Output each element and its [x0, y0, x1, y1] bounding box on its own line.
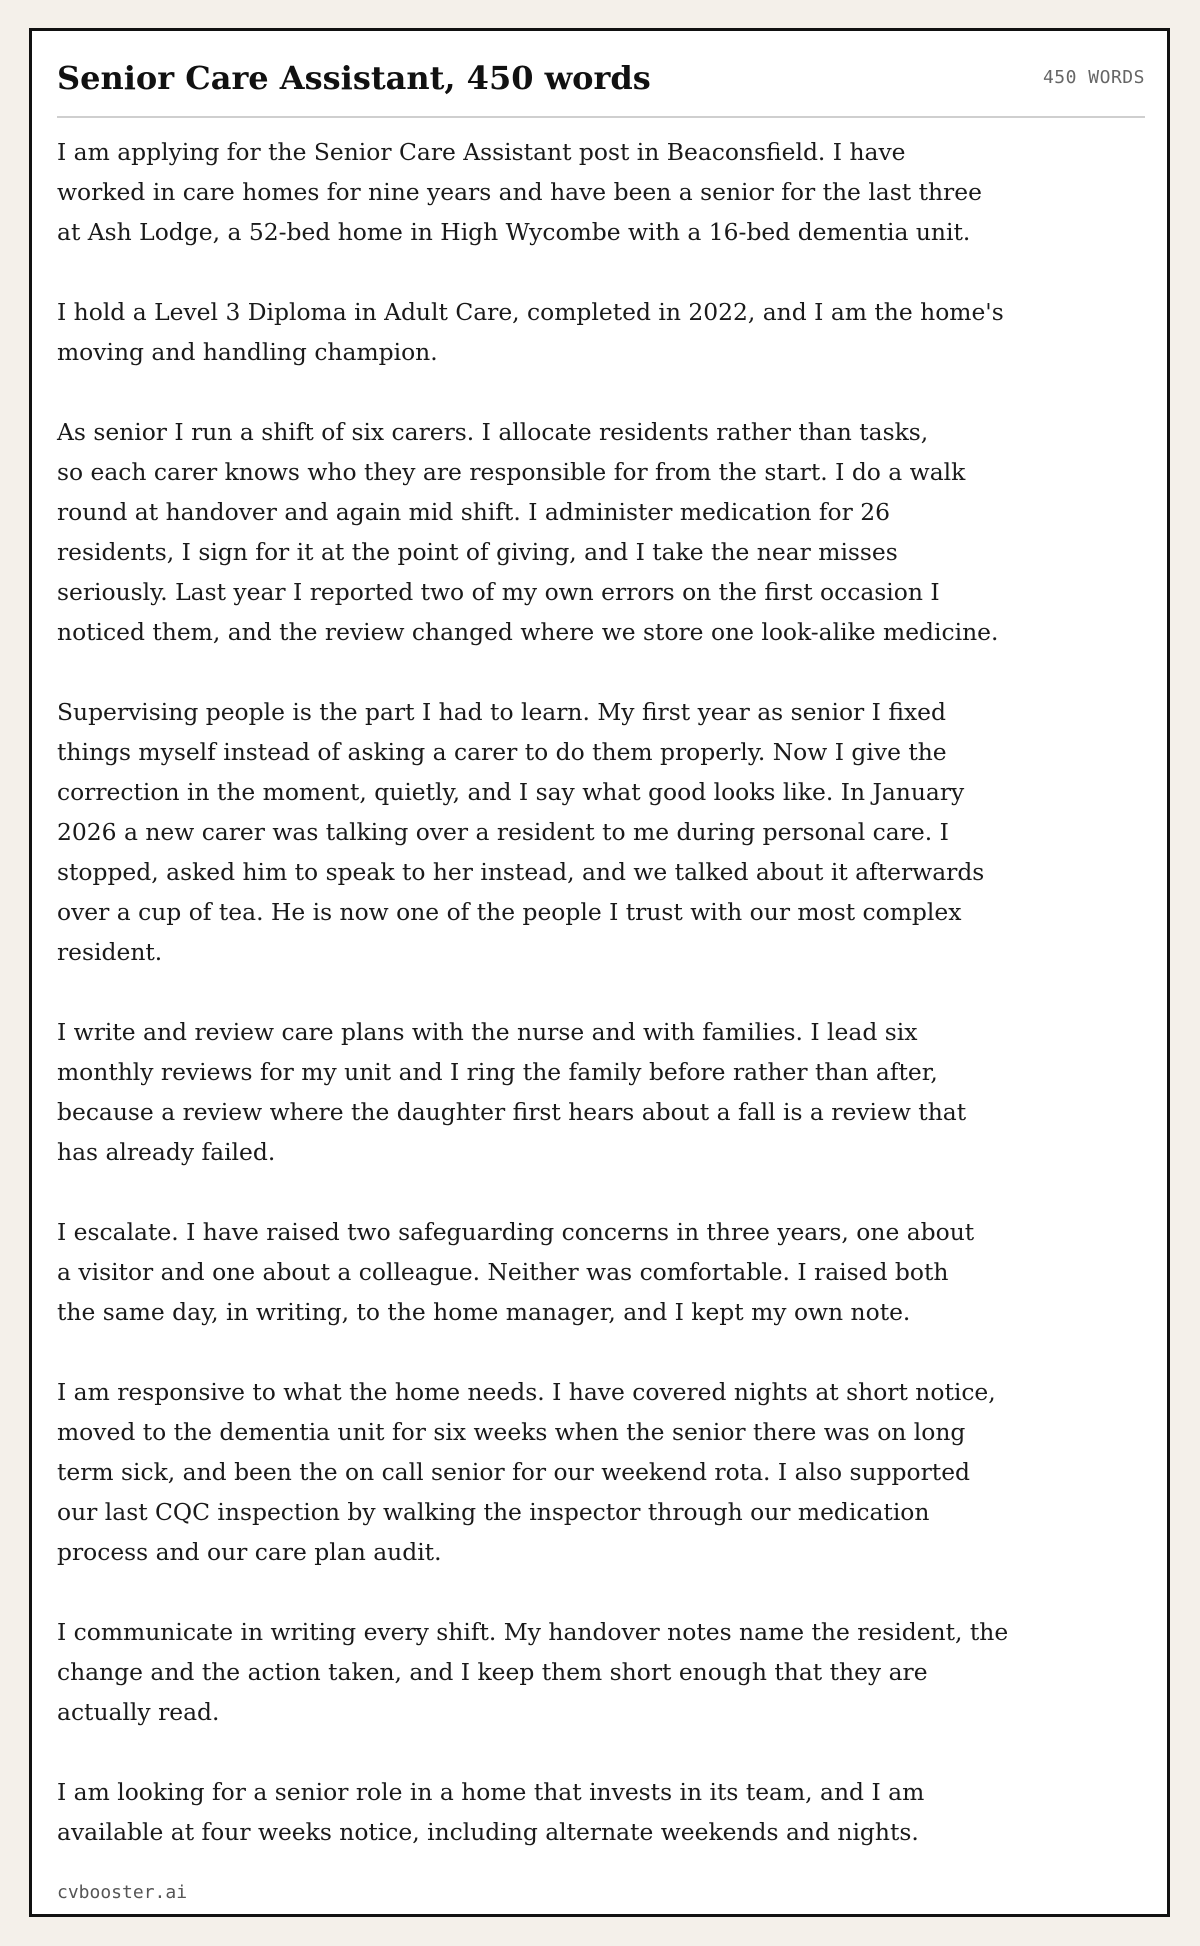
paragraph-line: I write and review care plans with the nurse and with families. I lead six	[57, 1018, 918, 1046]
header-divider	[57, 116, 1145, 118]
paragraph-line: moving and handling champion.	[57, 338, 438, 366]
paragraph-line: 2026 a new carer was talking over a resident to me during personal care. I	[57, 818, 949, 846]
paragraph-line: monthly reviews for my unit and I ring the family before rather than after,	[57, 1058, 938, 1086]
paragraph-line: term sick, and been the on call senior for our weekend rota. I also supported	[57, 1458, 971, 1486]
paragraph-line: I am applying for the Senior Care Assistant post in Beaconsfield. I have	[57, 138, 906, 166]
paragraph-line: change and the action taken, and I keep them short enough that they are	[57, 1658, 928, 1686]
paragraph-line: so each carer knows who they are responsible for from the start. I do a walk	[57, 458, 966, 486]
letter-body	[57, 132, 1057, 1892]
paragraph-line: over a cup of tea. He is now one of the people I trust with our most complex	[57, 898, 962, 926]
letter-paragraph	[57, 132, 1057, 252]
paragraph-line: round at handover and again mid shift. I administer medication for 26	[57, 498, 890, 526]
letter-paragraph	[57, 1372, 1057, 1572]
paragraph-line: actually read.	[57, 1698, 220, 1726]
paragraph-line: Supervising people is the part I had to learn. My first year as senior I fixed	[57, 698, 946, 726]
paragraph-line: our last CQC inspection by walking the inspector through our medication	[57, 1498, 930, 1526]
paragraph-line: worked in care homes for nine years and have been a senior for the last three	[57, 178, 982, 206]
word-count-badge: 450 WORDS	[1042, 67, 1145, 88]
paragraph-line: I escalate. I have raised two safeguarding concerns in three years, one about	[57, 1218, 975, 1246]
letter-paragraph	[57, 1612, 1057, 1732]
paragraph-line: has already failed.	[57, 1138, 276, 1166]
letter-header	[57, 51, 1145, 105]
paragraph-line: I hold a Level 3 Diploma in Adult Care, completed in 2022, and I am the home's	[57, 298, 1004, 326]
letter-paragraph	[57, 1212, 1057, 1332]
footer-brand: cvbooster.ai	[57, 1882, 188, 1903]
paragraph-line: a visitor and one about a colleague. Neither was comfortable. I raised both	[57, 1258, 949, 1286]
paragraph-line: noticed them, and the review changed where we store one look-alike medicine.	[57, 618, 999, 646]
paragraph-line: resident.	[57, 938, 163, 966]
paragraph-line: I am responsive to what the home needs. I have covered nights at short notice,	[57, 1378, 996, 1406]
paragraph-line: I communicate in writing every shift. My handover notes name the resident, the	[57, 1618, 1009, 1646]
letter-title: Senior Care Assistant, 450 words	[57, 59, 651, 97]
paragraph-line: because a review where the daughter first hears about a fall is a review that	[57, 1098, 967, 1126]
letter-paragraph	[57, 1772, 1057, 1852]
paragraph-line: things myself instead of asking a carer to do them properly. Now I give the	[57, 738, 947, 766]
letter-paragraph	[57, 412, 1057, 652]
paragraph-line: As senior I run a shift of six carers. I allocate residents rather than tasks,	[57, 418, 929, 446]
letter-paragraph	[57, 1012, 1057, 1172]
paragraph-line: the same day, in writing, to the home manager, and I kept my own note.	[57, 1298, 911, 1326]
paragraph-line: seriously. Last year I reported two of my own errors on the first occasion I	[57, 578, 940, 606]
letter-paragraph	[57, 292, 1057, 372]
cover-letter-card	[29, 28, 1170, 1917]
letter-paragraph	[57, 692, 1057, 972]
paragraph-line: I am looking for a senior role in a home that invests in its team, and I am	[57, 1778, 925, 1806]
paragraph-line: at Ash Lodge, a 52-bed home in High Wycombe with a 16-bed dementia unit.	[57, 218, 971, 246]
paragraph-line: residents, I sign for it at the point of giving, and I take the near misses	[57, 538, 898, 566]
paragraph-line: correction in the moment, quietly, and I say what good looks like. In January	[57, 778, 965, 806]
paragraph-line: stopped, asked him to speak to her instead, and we talked about it afterwards	[57, 858, 985, 886]
paragraph-line: process and our care plan audit.	[57, 1538, 442, 1566]
paragraph-line: available at four weeks notice, including alternate weekends and nights.	[57, 1818, 919, 1846]
paragraph-line: moved to the dementia unit for six weeks when the senior there was on long	[57, 1418, 966, 1446]
